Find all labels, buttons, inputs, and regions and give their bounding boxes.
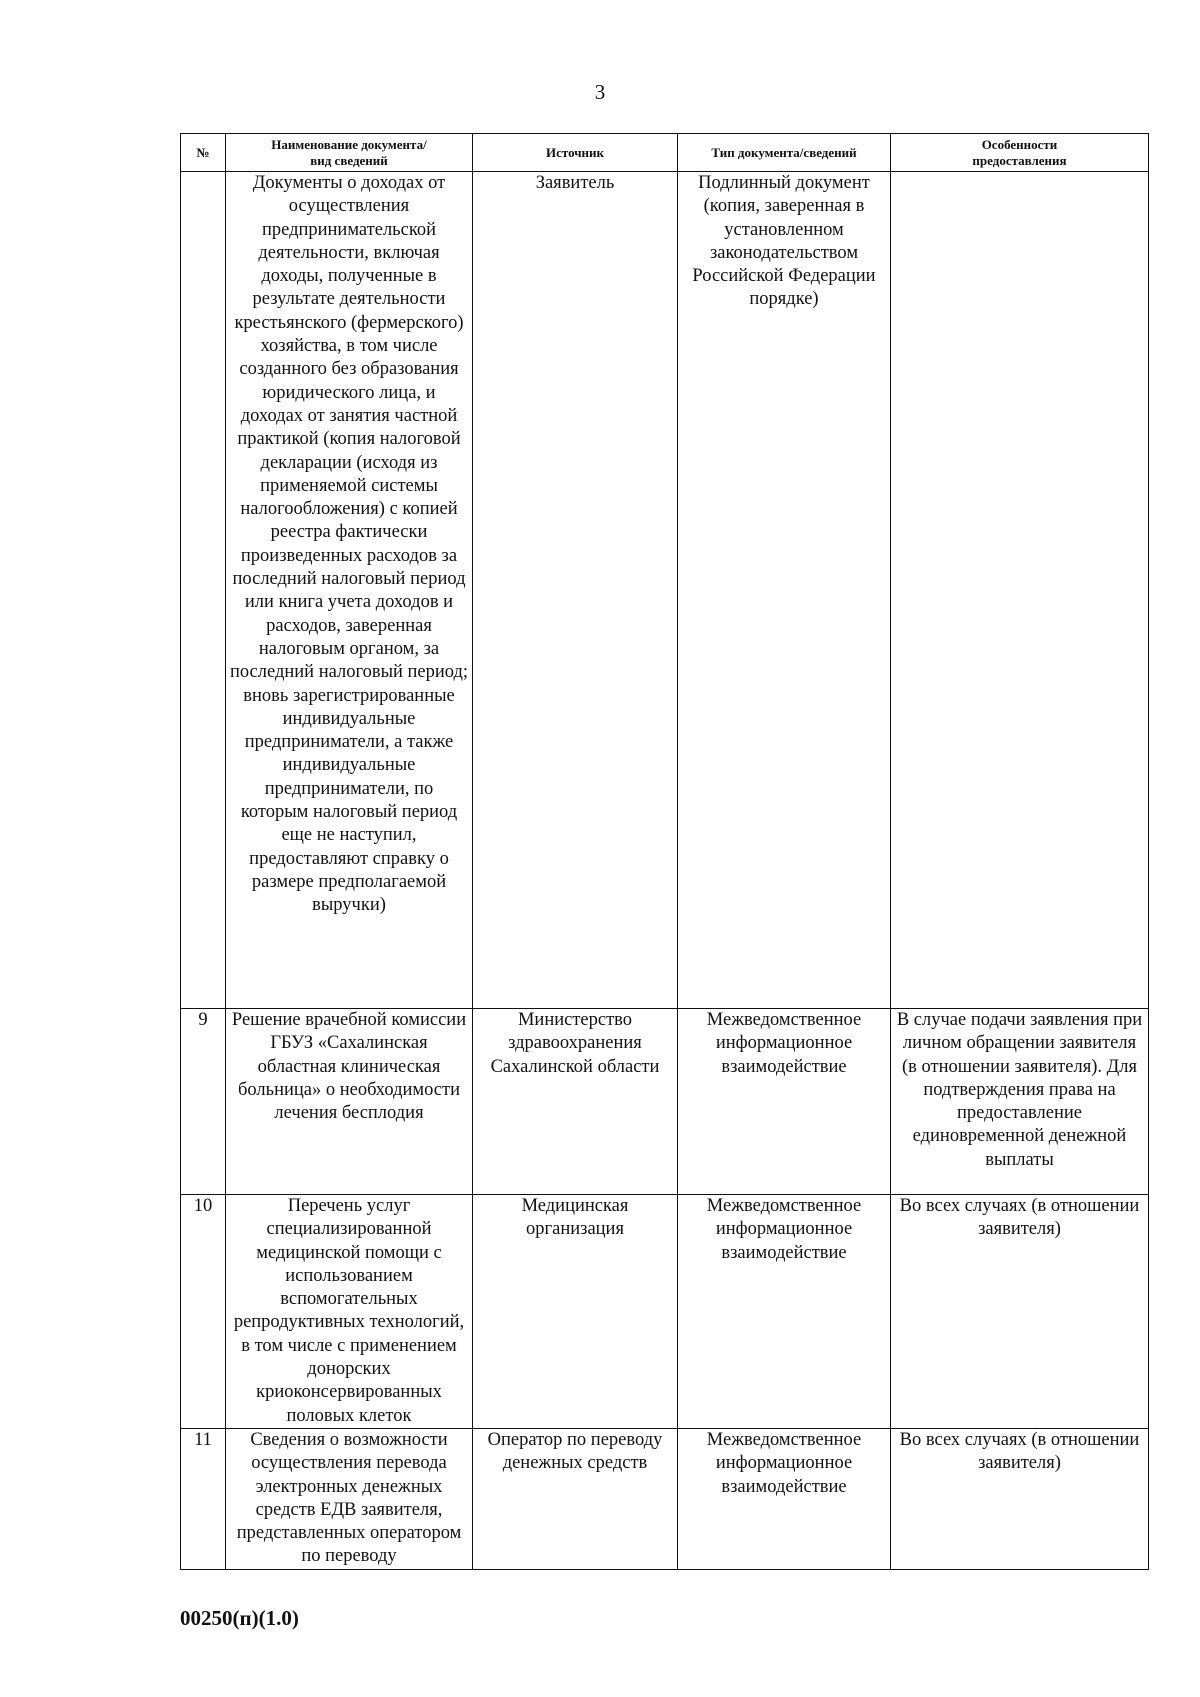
header-document-name-text: Наименование документа/ вид сведений: [271, 136, 427, 168]
document-code: 00250(п)(1.0): [180, 1606, 299, 1630]
page-number: 3: [594, 80, 606, 104]
table-row: [181, 1429, 1149, 1570]
row-number: 10: [181, 1195, 226, 1429]
row-features: В случае подачи заявления при личном обращении заявителя (в отношении заявителя). Для подтверждения права на предоставление единовременной денежной выплаты: [891, 1009, 1149, 1195]
row-source: Заявитель: [473, 172, 678, 1009]
row-source: Медицинская организация: [473, 1195, 678, 1429]
row-document-name: Решение врачебной комиссии ГБУЗ «Сахалинская областная клиническая больница» о необходимости лечения бесплодия: [226, 1009, 473, 1195]
header-source: Источник: [473, 134, 678, 172]
row-source: Оператор по переводу денежных средств: [473, 1429, 678, 1570]
row-number: [181, 172, 226, 1009]
header-features-text: Особенности предоставления: [972, 136, 1067, 168]
header-document-type: Тип документа/сведений: [678, 134, 891, 172]
row-number: 11: [181, 1429, 226, 1570]
row-document-type: Межведомственное информационное взаимодействие: [678, 1009, 891, 1195]
row-features: Во всех случаях (в отношении заявителя): [891, 1195, 1149, 1429]
header-number: №: [181, 134, 226, 172]
documents-table: [180, 133, 1149, 1570]
row-features: [891, 172, 1149, 1009]
header-features: [891, 134, 1149, 172]
row-source: Министерство здравоохранения Сахалинской области: [473, 1009, 678, 1195]
row-number: 9: [181, 1009, 226, 1195]
row-document-name: Документы о доходах от осуществления предпринимательской деятельности, включая доходы, полученные в результате деятельности крестьянского (фермерского) хозяйства, в том числе созданного без образования юридического лица, и доходах от занятия частной практикой (копия налоговой декларации (исходя из применяемой системы налогообложения) с копией реестра фактически произведенных расходов за последний налоговый период или книга учета доходов и расходов, заверенная налоговым органом, за последний налоговый период; вновь зарегистрированные индивидуальные предприниматели, а также индивидуальные предприниматели, по которым налоговый период еще не наступил, предоставляют справку о размере предполагаемой выручки): [226, 172, 473, 1009]
row-document-type: Подлинный документ (копия, заверенная в установленном законодательством Российской Федерации порядке): [678, 172, 891, 1009]
table-row: [181, 1195, 1149, 1429]
row-document-name: Сведения о возможности осуществления перевода электронных денежных средств ЕДВ заявителя, представленных оператором по переводу: [226, 1429, 473, 1570]
row-document-type: Межведомственное информационное взаимодействие: [678, 1429, 891, 1570]
table-row: [181, 1009, 1149, 1195]
table-row: [181, 172, 1149, 1009]
header-document-name: [226, 134, 473, 172]
row-features: Во всех случаях (в отношении заявителя): [891, 1429, 1149, 1570]
row-document-name: Перечень услуг специализированной медицинской помощи с использованием вспомогательных репродуктивных технологий, в том числе с применением донорских криоконсервированных половых клеток: [226, 1195, 473, 1429]
table-header-row: [181, 134, 1149, 172]
row-document-type: Межведомственное информационное взаимодействие: [678, 1195, 891, 1429]
